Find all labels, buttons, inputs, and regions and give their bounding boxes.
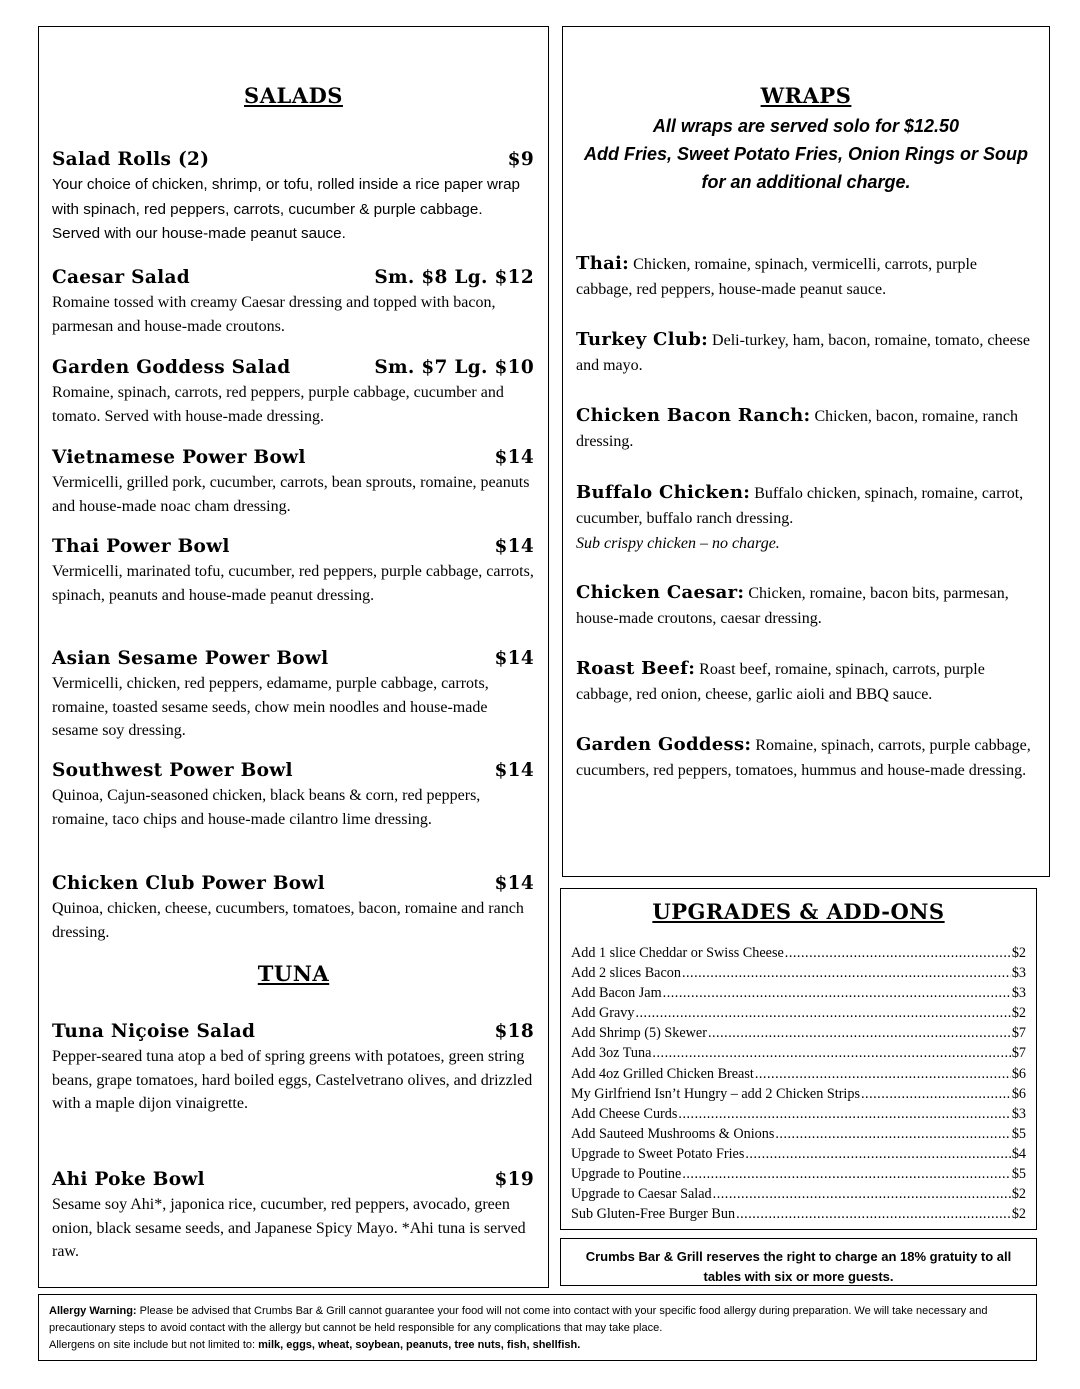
menu-item [52, 1020, 534, 1116]
item-price: $19 [494, 1169, 534, 1190]
addon-label: Add Bacon Jam [571, 985, 662, 1002]
leader-dots [663, 983, 1011, 1003]
addon-row [571, 1064, 1026, 1084]
wrap-item [576, 480, 1037, 556]
wrap-item [576, 732, 1037, 783]
leader-dots [861, 1084, 1011, 1104]
item-desc: Quinoa, chicken, cheese, cucumbers, tomatoes, bacon, romaine and ranch dressing. [52, 900, 524, 941]
wraps-intro-line: for an additional charge. [701, 172, 911, 192]
wrap-name: Thai: [576, 253, 630, 274]
wrap-name: Roast Beef: [576, 658, 696, 679]
wrap-desc: Roast beef, romaine, spinach, carrots, purple cabbage, red onion, cheese, garlic aioli and BBQ sauce. [576, 661, 985, 703]
wraps-panel [562, 26, 1050, 877]
addon-price: $7 [1011, 1045, 1026, 1062]
item-price: $14 [494, 536, 534, 557]
gratuity-notice: Crumbs Bar & Grill reserves the right to charge an 18% gratuity to all tables with six or more guests. [585, 1249, 1012, 1284]
addon-row [571, 1164, 1026, 1184]
wrap-name: Chicken Bacon Ranch: [576, 405, 811, 426]
item-price: Sm. $8 Lg. $12 [374, 267, 534, 288]
leader-dots [736, 1204, 1011, 1224]
addon-row [571, 1003, 1026, 1023]
leader-dots [785, 943, 1011, 963]
wrap-item [576, 403, 1037, 454]
menu-item [52, 266, 534, 338]
wrap-desc: Romaine, spinach, carrots, purple cabbage, cucumbers, red peppers, tomatoes, hummus and house-made dressing. [576, 737, 1031, 779]
leader-dots [678, 1104, 1010, 1124]
allergy-panel [38, 1294, 1037, 1361]
salads-tuna-panel [38, 26, 549, 1288]
addon-price: $2 [1011, 1206, 1026, 1223]
gratuity-panel [560, 1238, 1037, 1286]
addon-row [571, 1124, 1026, 1144]
addon-label: Add 1 slice Cheddar or Swiss Cheese [571, 945, 784, 961]
addons-panel [560, 888, 1037, 1230]
leader-dots [652, 1043, 1010, 1063]
allergy-label: Allergy Warning: [49, 1305, 137, 1317]
item-desc: Romaine, spinach, carrots, red peppers, purple cabbage, cucumber and tomato. Served with house-made dressing. [52, 384, 504, 425]
allergens-label: Allergens on site include but not limited to: [49, 1339, 259, 1351]
item-name: Garden Goddess Salad [52, 357, 291, 378]
item-desc: Your choice of chicken, shrimp, or tofu, rolled inside a rice paper wrap with spinach, red peppers, carrots, cucumber & purple cabbage. Served with our house-made peanut sauce. [52, 176, 520, 242]
wrap-item [576, 251, 1037, 302]
addons-list [571, 943, 1026, 1224]
menu-item [52, 759, 534, 831]
menu-item [52, 647, 534, 743]
addon-price: $2 [1011, 1186, 1026, 1203]
addon-label: Add 2 slices Bacon [571, 965, 681, 982]
item-desc: Quinoa, Cajun-seasoned chicken, black beans & corn, red peppers, romaine, taco chips and house-made cilantro lime dressing. [52, 787, 481, 828]
addon-label: My Girlfriend Isn’t Hungry – add 2 Chicken Strips [571, 1085, 860, 1102]
addon-price: $2 [1011, 1005, 1026, 1022]
wrap-name: Turkey Club: [576, 329, 709, 350]
salads-heading: SALADS [244, 83, 343, 108]
wrap-item [576, 656, 1037, 707]
tuna-heading: TUNA [257, 961, 330, 986]
item-name: Asian Sesame Power Bowl [52, 648, 329, 669]
item-price: $9 [507, 149, 534, 170]
wrap-item [576, 580, 1037, 631]
wrap-name: Chicken Caesar: [576, 582, 745, 603]
leader-dots [775, 1124, 1010, 1144]
addon-label: Add Cheese Curds [571, 1105, 678, 1122]
wrap-desc: Chicken, romaine, bacon bits, parmesan, house-made croutons, caesar dressing. [576, 585, 1009, 627]
item-name: Caesar Salad [52, 267, 190, 288]
item-price: $18 [494, 1021, 534, 1042]
addon-price: $5 [1011, 1166, 1026, 1183]
leader-dots [745, 1144, 1010, 1164]
allergy-warning [49, 1303, 1026, 1354]
wraps-heading: WRAPS [760, 83, 852, 108]
addon-row [571, 1104, 1026, 1124]
addon-label: Add Sauteed Mushrooms & Onions [571, 1125, 775, 1142]
addon-label: Sub Gluten-Free Burger Bun [571, 1206, 736, 1223]
item-desc: Romaine tossed with creamy Caesar dressing and topped with bacon, parmesan and house-made croutons. [52, 294, 496, 335]
addon-row [571, 1144, 1026, 1164]
wrap-name: Buffalo Chicken: [576, 482, 751, 503]
wrap-item [576, 327, 1037, 378]
addon-price: $7 [1011, 1025, 1026, 1042]
item-name: Vietnamese Power Bowl [52, 447, 306, 468]
allergy-text: Please be advised that Crumbs Bar & Grill cannot guarantee your food will not come into contact with your specific food allergy during preparation. We will take necessary and precautionary steps to avoid contact with the allergy but cannot be held responsible for any complications that may take place. [49, 1305, 988, 1334]
menu-item [52, 446, 534, 518]
item-name: Ahi Poke Bowl [52, 1169, 205, 1190]
wrap-desc: Chicken, bacon, romaine, ranch dressing. [576, 408, 1018, 450]
item-price: $14 [494, 447, 534, 468]
addon-row [571, 1043, 1026, 1063]
wrap-desc: Deli-turkey, ham, bacon, romaine, tomato, cheese and mayo. [576, 332, 1030, 374]
wraps-intro-line: Add Fries, Sweet Potato Fries, Onion Rings or Soup [583, 144, 1029, 164]
wrap-note: Sub crispy chicken – no charge. [576, 535, 780, 552]
addon-row [571, 1204, 1026, 1224]
addon-price: $5 [1011, 1125, 1026, 1142]
item-desc: Pepper-seared tuna atop a bed of spring greens with potatoes, green string beans, grape tomatoes, hard boiled eggs, Castelvetrano olives, and drizzled with a maple dijon vinaigrette. [52, 1048, 533, 1112]
item-name: Southwest Power Bowl [52, 760, 293, 781]
addon-price: $3 [1011, 965, 1026, 982]
addon-label: Add Shrimp (5) Skewer [571, 1025, 707, 1042]
addon-price: $3 [1011, 1105, 1026, 1122]
leader-dots [682, 1164, 1010, 1184]
addon-label: Upgrade to Poutine [571, 1166, 682, 1183]
leader-dots [713, 1184, 1011, 1204]
item-desc: Vermicelli, grilled pork, cucumber, carrots, bean sprouts, romaine, peanuts and house-made noac cham dressing. [52, 474, 530, 515]
item-desc: Vermicelli, chicken, red peppers, edamame, purple cabbage, carrots, romaine, toasted sesame seeds, chow mein noodles and house-made sesame soy dressing. [52, 675, 489, 739]
menu-item [52, 148, 534, 247]
addon-row [571, 1184, 1026, 1204]
menu-item [52, 535, 534, 607]
addon-price: $2 [1011, 945, 1026, 961]
allergens-list: milk, eggs, wheat, soybean, peanuts, tree nuts, fish, shellfish. [258, 1339, 581, 1351]
addon-price: $6 [1011, 1085, 1026, 1102]
addon-row [571, 963, 1026, 983]
item-price: $14 [494, 873, 534, 894]
addon-row [571, 1084, 1026, 1104]
wraps-intro-line: All wraps are served solo for $12.50 [652, 116, 960, 136]
item-desc: Sesame soy Ahi*, japonica rice, cucumber, red peppers, avocado, green onion, black sesame seeds, and Japanese Spicy Mayo. *Ahi tuna is served raw. [52, 1196, 526, 1260]
wrap-desc: Buffalo chicken, spinach, romaine, carrot, cucumber, buffalo ranch dressing. [576, 485, 1024, 527]
wraps-intro [563, 112, 1049, 196]
addon-price: $4 [1011, 1145, 1026, 1162]
addon-label: Add 3oz Tuna [571, 1045, 652, 1062]
menu-item [52, 356, 534, 428]
wrap-name: Garden Goddess: [576, 734, 752, 755]
addon-price: $3 [1011, 985, 1026, 1002]
addon-label: Add Gravy [571, 1005, 635, 1022]
addons-heading: UPGRADES & ADD-ONS [652, 899, 945, 924]
leader-dots [635, 1003, 1010, 1023]
addon-row [571, 1023, 1026, 1043]
addon-label: Upgrade to Caesar Salad [571, 1186, 712, 1203]
menu-item [52, 1168, 534, 1264]
leader-dots [755, 1064, 1011, 1084]
addon-label: Upgrade to Sweet Potato Fries [571, 1145, 745, 1162]
wrap-desc: Chicken, romaine, spinach, vermicelli, carrots, purple cabbage, red peppers, house-made peanut sauce. [576, 256, 978, 298]
addon-price: $6 [1011, 1065, 1026, 1082]
menu-item [52, 872, 534, 944]
item-price: $14 [494, 648, 534, 669]
addon-row [571, 983, 1026, 1003]
addon-row [571, 943, 1026, 963]
item-desc: Vermicelli, marinated tofu, cucumber, red peppers, purple cabbage, carrots, spinach, peanuts and house-made peanut dressing. [52, 563, 534, 604]
item-price: $14 [494, 760, 534, 781]
item-name: Salad Rolls (2) [52, 149, 210, 170]
leader-dots [682, 963, 1011, 983]
item-name: Tuna Niçoise Salad [52, 1021, 256, 1042]
item-name: Thai Power Bowl [52, 536, 230, 557]
item-price: Sm. $7 Lg. $10 [374, 357, 534, 378]
leader-dots [708, 1023, 1011, 1043]
addon-label: Add 4oz Grilled Chicken Breast [571, 1065, 754, 1082]
item-name: Chicken Club Power Bowl [52, 873, 325, 894]
